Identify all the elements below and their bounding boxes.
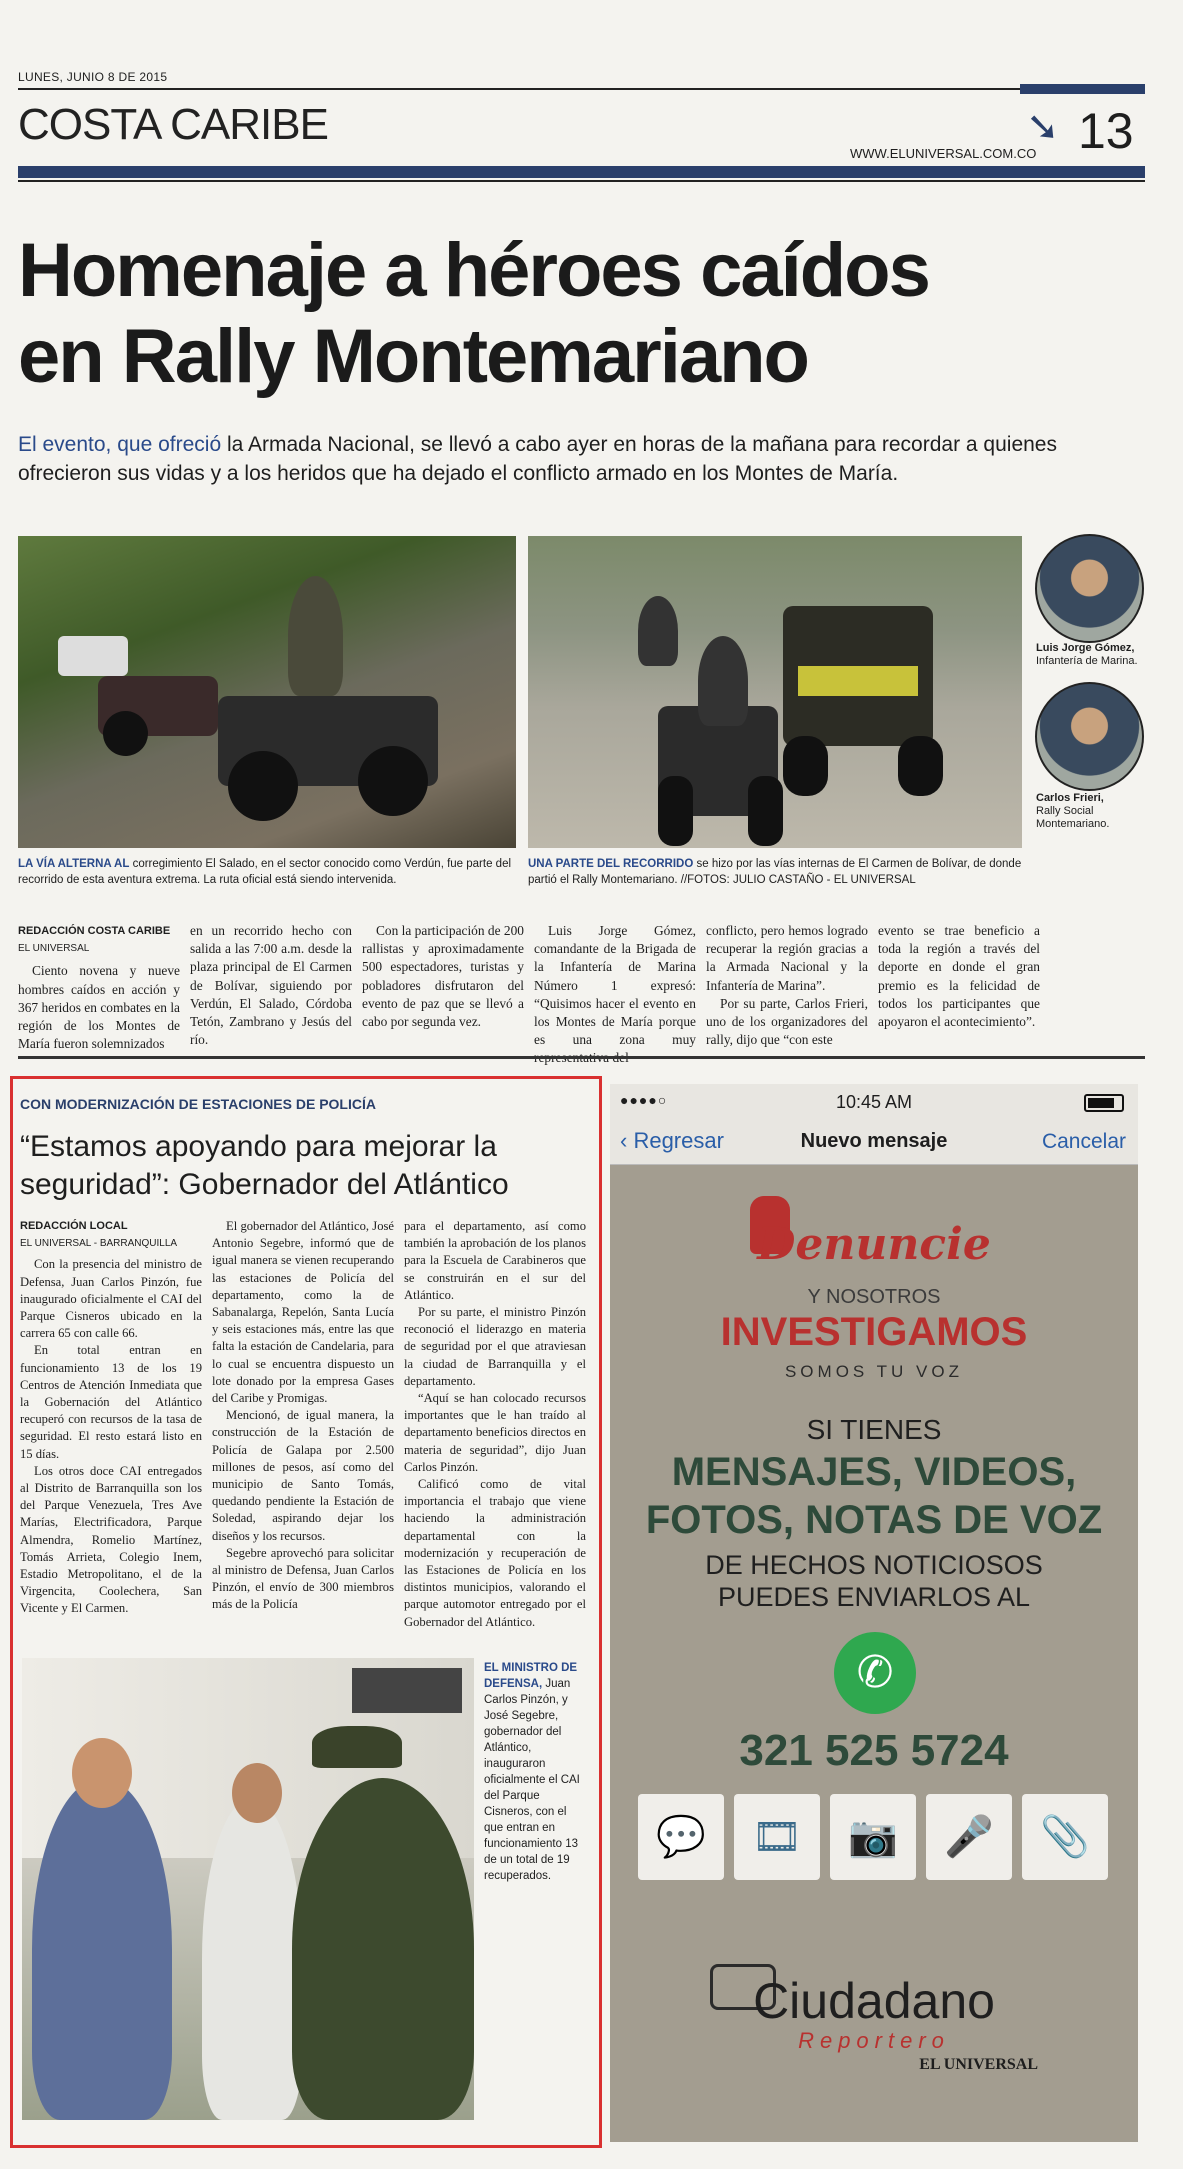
ad-line-3: SOMOS TU VOZ <box>784 1362 964 1381</box>
caption-text-2: se hizo por las vías internas de El Carmen de Bolívar, de donde partió el Rally Montemariano. //FOTOS: JULIO CASTAÑO - EL UNIVERSAL <box>528 858 1022 886</box>
portrait-caption-2 <box>1036 792 1156 831</box>
portrait-carlos-frieri <box>1035 682 1144 791</box>
ad-line-6: FOTOS, NOTAS DE VOZ <box>645 1498 1103 1542</box>
story2-column-3 <box>404 1218 586 1631</box>
paragraph: en un recorrido hecho con salida a las 7:00 a.m. desde la plaza principal de El Carmen de Bolívar, siguiendo por Verdún, El Salado, Córdoba Tetón, Zambrano y Jesús del río. <box>190 923 352 1048</box>
story2-kicker: CON MODERNIZACIÓN DE ESTACIONES DE POLICÍA <box>20 1096 376 1112</box>
ad-line-1: Y NOSOTROS <box>807 1286 941 1308</box>
story2-column-1 <box>20 1218 202 1618</box>
ciudadano-reportero-ad <box>610 1084 1138 2142</box>
story2-caption-text: Juan Carlos Pinzón, y José Segebre, gobernador del Atlántico, inauguraron oficialmente el CAI del Parque Cisneros, con el que entran en funcionamiento 13 de un total de 19 recuperados. <box>484 1678 580 1882</box>
headline-line-1: Homenaje a héroes caídos <box>18 228 929 313</box>
lede-text: la Armada Nacional, se llevó a cabo ayer en horas de la mañana para recordar a quienes ofrecieron sus vidas y a los heridos que ha dejado el conflicto armado en los Montes de María. <box>18 433 1057 485</box>
paragraph: En total entran en funcionamiento 13 de los 19 Centros de Atención Inmediata que la Gobernación del Atlántico recuperó con recursos de la tasa de seguridad. El resto estará listo en 15 días. <box>20 1343 202 1461</box>
chevron-left-icon: ‹ <box>620 1128 628 1153</box>
site-url[interactable]: WWW.ELUNIVERSAL.COM.CO <box>850 146 1037 161</box>
portrait-role-2: Rally Social Montemariano. <box>1036 805 1110 830</box>
attachment-icon: 📎 <box>1022 1794 1108 1880</box>
paragraph: Luis Jorge Gómez, comandante de la Brigada de la Infantería de Marina Número 1 expresó: “Quisimos hacer el evento en los Montes de María porque es una zona muy <box>534 923 696 1048</box>
caption-text-1: corregimiento El Salado, en el sector conocido como Verdún, fue parte del recorrido de esta aventura extrema. La ruta oficial está siendo intervenida. <box>18 858 512 886</box>
photo-minister-governor <box>22 1658 474 2120</box>
photo-caption-1 <box>18 856 518 888</box>
denuncie-logo: Denuncie <box>757 1219 991 1270</box>
main-headline <box>18 228 1118 400</box>
paragraph: Los otros doce CAI entregados al Distrito de Barranquilla son los del Parque Venezuela, Tres Ave Marías, Electrificadora, Parque Almendra, Romelio Martínez, Tomás Arrieta, Colegio Inem, Estadio Metropolitano, el de la Virgencita, Coolechera, San Vicente y El Carmen. <box>20 1463 202 1616</box>
page-number: 13 <box>1078 103 1134 159</box>
signal-icon: ●●●●○ <box>620 1092 668 1108</box>
microphone-icon: 🎤 <box>926 1794 1012 1880</box>
masthead-rule-bottom <box>18 180 1145 182</box>
portrait-caption-1 <box>1036 642 1156 668</box>
story-column-6 <box>878 922 1040 1031</box>
story-column-3 <box>362 922 524 1031</box>
paragraph: “Aquí se han colocado recursos importantes que le han traído al departamento beneficios directos en materia de seguridad”, dijo Juan Carlos Pinzón. <box>404 1391 586 1474</box>
cancel-button[interactable]: Cancelar <box>1041 1130 1126 1153</box>
battery-icon <box>1084 1094 1124 1112</box>
paragraph: Por su parte, el ministro Pinzón reconoció el liderazgo en materia de seguridad por el que atraviesan la ciudad de Barranquilla y el departamento. <box>404 1305 586 1388</box>
section-title: COSTA CARIBE <box>18 100 328 149</box>
story2-headline: “Estamos apoyando para mejorar la seguridad”: Gobernador del Atlántico <box>20 1130 509 1201</box>
ad-line-7: DE HECHOS NOTICIOSOS <box>705 1550 1043 1580</box>
nav-title: Nuevo mensaje <box>800 1130 948 1152</box>
paragraph: Por su parte, Carlos Frieri, uno de los organizadores del rally, dijo que “con este <box>706 995 868 1048</box>
caption-kicker-2: UNA PARTE DEL RECORRIDO <box>528 858 694 870</box>
arrow-down-right-icon: ➘ <box>1026 104 1060 150</box>
story-column-1 <box>18 922 180 1053</box>
headline-line-2: en Rally Montemariano <box>18 314 808 399</box>
lede-highlight: El evento, que ofreció <box>18 433 222 456</box>
portrait-name-2: Carlos Frieri, <box>1036 792 1104 804</box>
paragraph: Con la participación de 200 rallistas y aproximadamente 500 espectadores, turistas y pobladores disfrutaron del evento de paz que se llevó a cabo por segunda vez. <box>362 923 524 1030</box>
camera-icon: 📷 <box>830 1794 916 1880</box>
phone-status-bar <box>610 1084 1138 1120</box>
phone-nav-bar <box>610 1120 1138 1165</box>
back-label: Regresar <box>633 1128 724 1153</box>
story2-photo-caption <box>484 1660 584 1884</box>
masthead-blue-bar <box>18 166 1145 178</box>
masthead-rule <box>18 88 1145 90</box>
paragraph: evento se trae beneficio a toda la región a través del deporte en donde el gran premio es la felicidad de todos los participantes que apoyaron el acontecimiento”. <box>878 923 1040 1030</box>
video-icon: 🎞 <box>734 1794 820 1880</box>
paragraph: Mencionó, de igual manera, la construcción de la Estación de Policía de Galapa por 2.500 millones de pesos, así como del municipio de Santo Tomás, quedando pendiente la Estación de Soledad, aspirando dejar los diseños y los recursos. <box>212 1408 394 1543</box>
story2-byline: REDACCIÓN LOCAL <box>20 1220 128 1232</box>
paragraph: Calificó como de vital importancia el trabajo que viene haciendo la administración departamental con la modernización y recuperación de las Estaciones de Policía en los distintos municipios, valorando el parque automotor entregado por el Gobernador del Atlántico. <box>404 1477 586 1629</box>
portrait-name-1: Luis Jorge Gómez, <box>1036 642 1135 654</box>
story2-caption-kicker: EL MINISTRO DE DEFENSA, <box>484 1662 578 1690</box>
story2-column-2 <box>212 1218 394 1614</box>
phone-time: 10:45 AM <box>835 1092 913 1112</box>
ad-line-8: PUEDES ENVIARLOS AL <box>717 1582 1031 1612</box>
photo-atv-road <box>528 536 1022 848</box>
ad-line-5: MENSAJES, VIDEOS, <box>671 1450 1077 1494</box>
brand-el-universal: EL UNIVERSAL <box>919 2056 1038 2073</box>
ad-phone-number[interactable]: 321 525 5724 <box>739 1726 1009 1775</box>
byline-sub: EL UNIVERSAL <box>18 943 90 955</box>
photo-atv-mud <box>18 536 516 848</box>
photo-caption-2 <box>528 856 1028 888</box>
issue-date: LUNES, JUNIO 8 DE 2015 <box>18 70 168 84</box>
ad-line-4: SI TIENES <box>806 1414 942 1445</box>
section-divider <box>18 1056 1145 1059</box>
whatsapp-icon: ✆ <box>834 1632 916 1714</box>
story2-byline-sub: EL UNIVERSAL - BARRANQUILLA <box>20 1238 178 1250</box>
paragraph: Ciento novena y nueve hombres caídos en acción y 367 heridos en combates en la región de los Montes de María fueron solemnizados <box>18 963 180 1052</box>
main-lede <box>18 430 1138 488</box>
paragraph: Con la presencia del ministro de Defensa, Juan Carlos Pinzón, fue inaugurado oficialmente el CAI del Parque Cisneros ubicado en la carrera 65 con calle 66. <box>20 1257 202 1341</box>
portrait-role-1: Infantería de Marina. <box>1036 655 1138 667</box>
paragraph: El gobernador del Atlántico, José Antonio Segebre, informó que de igual manera se vienen recuperando las estaciones de Policía del departamento, como la de Sabanalarga, Repelón, Santa Lucía y seis estaciones más, entre las que falta la estación de Candelaria, para lo cual se encuentra dispuesto un lote donado por la empresa Gases del Caribe y Promigas. <box>212 1219 394 1406</box>
story-column-4 <box>534 922 696 1068</box>
ad-line-2: INVESTIGAMOS <box>720 1310 1028 1354</box>
story-column-2 <box>190 922 352 1049</box>
paragraph: para el departamento, así como también la aprobación de los planos para la Escuela de Carabineros que se construirán en el sur del Atlántico. <box>404 1219 586 1302</box>
byline: REDACCIÓN COSTA CARIBE <box>18 925 171 937</box>
message-icon: 💬 <box>638 1794 724 1880</box>
portrait-luis-jorge-gomez <box>1035 534 1144 643</box>
brand-reportero: Reportero <box>798 2028 950 2053</box>
paragraph: Segebre aprovechó para solicitar al ministro de Defensa, Juan Carlos Pinzón, el envío de 300 miembros más de la Policía <box>212 1545 394 1612</box>
caption-kicker-1: LA VÍA ALTERNA AL <box>18 858 130 870</box>
paragraph: conflicto, pero hemos logrado recuperar la región gracias a la Armada Nacional y la Infantería de Marina”. <box>706 923 868 993</box>
story-column-5 <box>706 922 868 1049</box>
brand-ciudadano: Ciudadano <box>753 1973 995 2029</box>
